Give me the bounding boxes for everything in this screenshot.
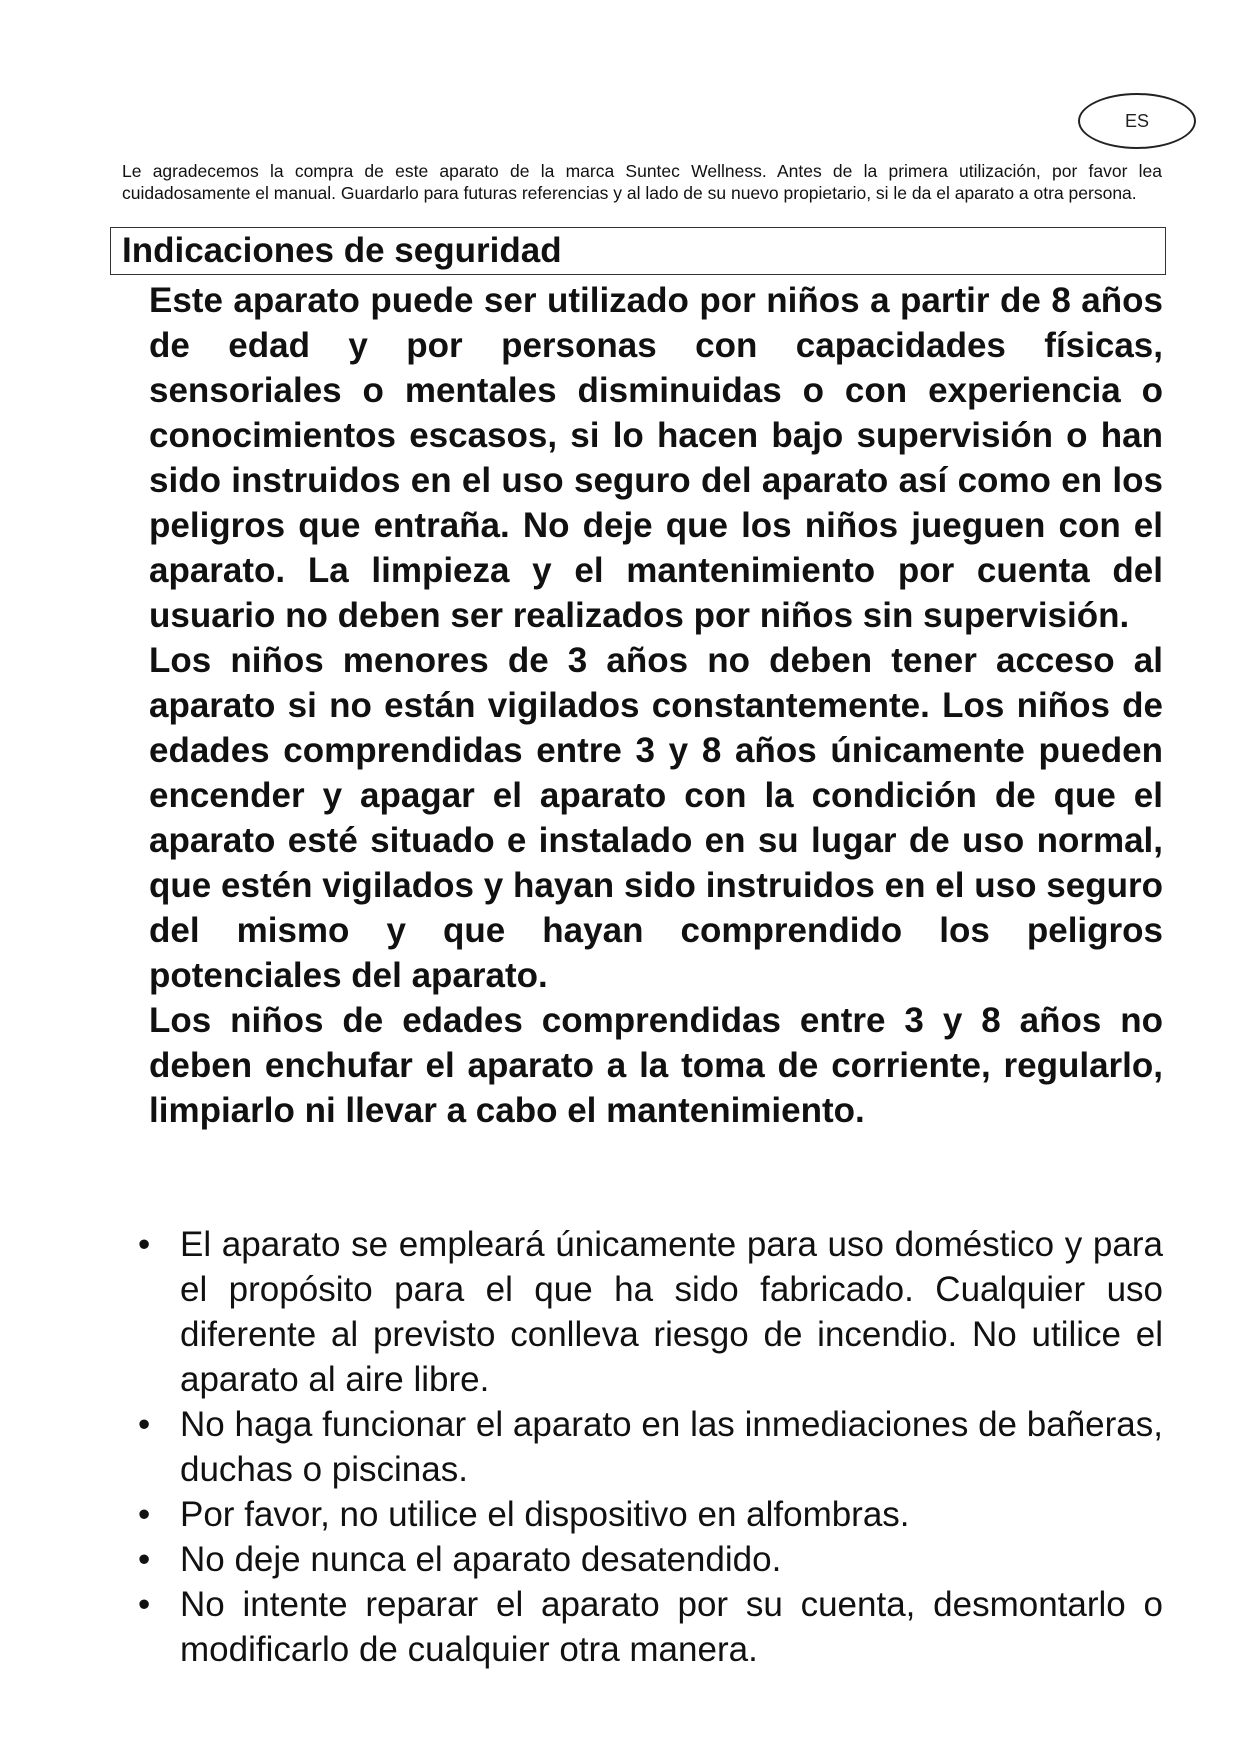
list-item-text: No intente reparar el aparato por su cuenta, desmontarlo o modificarlo de cualquier otra manera.: [180, 1585, 1163, 1669]
bullet-icon: •: [138, 1225, 151, 1264]
section-title: Indicaciones de seguridad: [122, 231, 562, 270]
list-item: [138, 1222, 1163, 1402]
safety-warnings: [149, 278, 1163, 1133]
bullet-icon: •: [138, 1495, 151, 1534]
list-item: [138, 1537, 1163, 1582]
list-item: [138, 1402, 1163, 1492]
list-item: [138, 1492, 1163, 1537]
list-item-text: No haga funcionar el aparato en las inmediaciones de bañeras, duchas o piscinas.: [180, 1405, 1163, 1489]
intro-paragraph: Le agradecemos la compra de este aparato de la marca Suntec Wellness. Antes de la primera utilización, por favor lea cuidadosamente el manual. Guardarlo para futuras referencias y al lado de su nuevo propietario, si le da el aparato a otra persona.: [122, 161, 1162, 203]
list-item-text: Por favor, no utilice el dispositivo en alfombras.: [180, 1495, 910, 1534]
list-item: [138, 1582, 1163, 1672]
warning-paragraph: Los niños de edades comprendidas entre 3 y 8 años no deben enchufar el aparato a la toma de corriente, regularlo, limpiarlo ni llevar a cabo el mantenimiento.: [149, 1001, 1163, 1130]
section-header: [110, 227, 1166, 275]
bullet-icon: •: [138, 1585, 151, 1624]
bullet-icon: •: [138, 1540, 151, 1579]
list-item-text: No deje nunca el aparato desatendido.: [180, 1540, 782, 1579]
warning-paragraph: Los niños menores de 3 años no deben tener acceso al aparato si no están vigilados constantemente. Los niños de edades comprendidas entre 3 y 8 años únicamente pueden encender y apagar el aparato con la condición de que el aparato esté situado e instalado en su lugar de uso normal, que estén vigilados y hayan sido instruidos en el uso seguro del mismo y que hayan comprendido los peligros potenciales del aparato.: [149, 641, 1163, 995]
bullet-icon: •: [138, 1405, 151, 1444]
language-badge: ES: [1078, 93, 1196, 149]
warning-paragraph: Este aparato puede ser utilizado por niños a partir de 8 años de edad y por personas con capacidades físicas, sensoriales o mentales disminuidas o con experiencia o conocimientos escasos, si lo hacen bajo supervisión o han sido instruidos en el uso seguro del aparato así como en los peligros que entraña. No deje que los niños jueguen con el aparato. La limpieza y el mantenimiento por cuenta del usuario no deben ser realizados por niños sin supervisión.: [149, 281, 1163, 635]
list-item-text: El aparato se empleará únicamente para uso doméstico y para el propósito para el que ha sido fabricado. Cualquier uso diferente al previsto conlleva riesgo de incendio. No utilice el aparato al aire libre.: [180, 1225, 1163, 1399]
safety-bullet-list: [138, 1222, 1163, 1672]
